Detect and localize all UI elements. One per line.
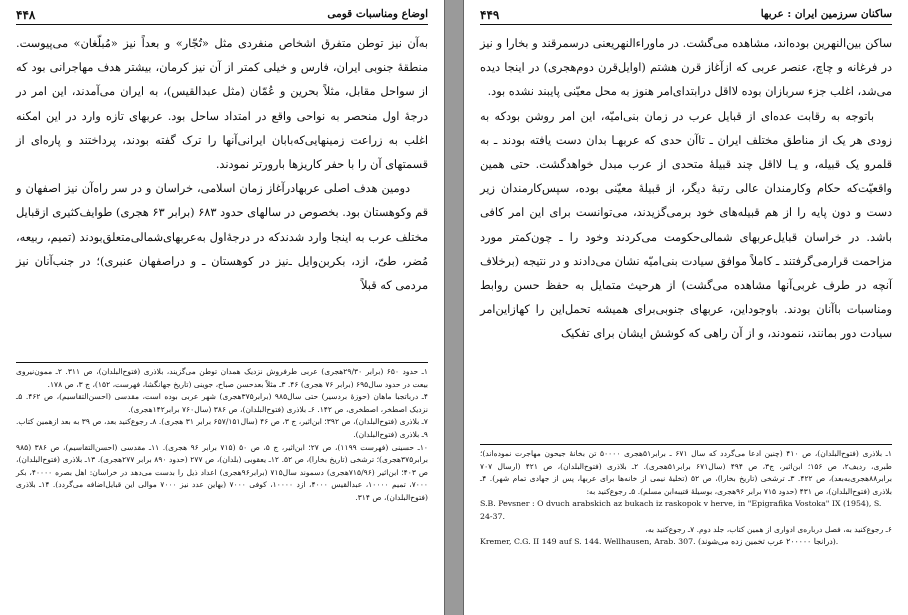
running-head: اوضاع ومناسبات قومی [327, 8, 428, 20]
page-header [16, 8, 428, 25]
running-head: ساکنان سرزمین ایران : عربها [760, 8, 892, 20]
footnote: ۱ـ حدود ۶۵۰ (برابر ۲۹/۳۰هجری) عربی طرفروش نزدیک همدان توطن می‌گزیند، بلاذری (فتوح‌البلدان)، ص ۳۱۱. ۲ـ ممون‌نیروی بیعت در حدود سال۶۹۵ (برابر ۷۶ هجری) ۴۶. ۳ـ مثلاً بعدحسن صباح، جوینی (تاریخ جهانگشا، فهرست، ۱۵۲)، ج ۳، ص ۱۷۸. [16, 367, 429, 389]
footnote: ۱۰ـ حسینی (فهرست ۱۱۹۹)، ص ۲۷؛ ابن‌اثیر، ج ۵، ص ۵۰ (۷۱۵ برابر ۹۶ هجری). ۱۱ـ مقدسی (احسن‌التقاسیم)، ص ۳۸۶ (۹۸۵ برابر۳۷۵هجری)؛ ترشخی (تاریخ بخارا)، ص ۵۲. ۱۲ـ یعقوبی (بلدان)، ص ۲۷۷ (حدود ۸۹۰ برابر ۲۷۷هجری). ۱۳ـ بلاذری (فتوح‌البلدان)، ص ۴۰۳؛ ابن‌اثیر (۷۱۵/۹۶هجری) دسموند سال۷۱۵ (برابر۹۶هجری) اعداد ذیل را بدست می‌دهد در خراسان: اهل بصره ۴۰۰۰۰، بکر ۷۰۰۰، تمیم ۱۰۰۰۰، عبدالقیس ۴۰۰۰، ازد ۱۰۰۰۰، کوفی ۷۰۰۰ (بهاین عدد نیز ۷۰۰۰ موالی این قبایل‌اضافه می‌گردد). ۱۴ـ بلاذری (فتوح‌البلدان)، ص ۳۱۴. [16, 442, 429, 502]
footnote-divider [480, 444, 892, 445]
paragraph: باتوجه به رقابت عده‌ای از قبایل عرب در زمان بنی‌امیّه، این امر روشن بودکه به زودی هر یک از مناطق مختلف ایران ـ تاآن حدی که عربهـا بدان دست یافته بودند ـ به قلمرو یک قبیله، و یـا لااقل چند قبیلهٔ متحدی از عرب مبدل خواهدگشت. حتی همین واقعیّت‌که حکام وکارمندان عالی رتبهٔ دیگر، از قبیلهٔ معیّنی بوده، سپس‌کارمندان زیر دست و دون پایه را از هم قبیله‌های خود برمی‌گزیدند، می‌توانست برای این امر کافی باشد. در خراسان قبایل‌عربهای شمالی‌حکومت می‌کردند وخود را ـ چون‌کمتر مورد مزاحمت قرارمی‌گرفتند ـ کاملاً موافق سیادت بنی‌امیّه نشان می‌دادند و در نتیجه (برخلاف آنچه در طرف غربی‌آنها مشاهده می‌گشت) از هرحیث متمایل به حفظ حسن روابط ومناسبات باآنان بودند. باوجوداین، عربهای جنوبی‌برای همیشه تحمل‌این را کهازاین‌امر سیادت دور بمانند، ننمودند، و از آن راهی که کوشش ایشان برای تفکیک [480, 109, 892, 341]
page-header [480, 8, 892, 25]
footnote: ۶ـ رجوع‌کنید به، فصل درباره‌ی ادواری از همین کتاب، جلد دوم. ۷ـ رجوع‌کنید به، [645, 524, 892, 534]
footnote-latin: S.B. Pevsner : O dvuch arabskich az bukach iz raskopok v herve, in "Epigrafika Vostoka" IX (1954), S. 24-37. [480, 499, 882, 521]
right-page [464, 0, 908, 615]
page-number: ۴۴۸ [16, 8, 36, 22]
footnote: ۷ـ بلاذری (فتوح‌البلدان)، ص ۳۹۲؛ ابن‌اثیر، ج ۳، ص ۴۶ (سال۶۵۷/۱۵۱ برابر ۳۱ هجری). ۸ـ رجوع‌کنید بعد، ص ۳۹ به بعد ازهمین کتاب. ۹ـ بلاذری (فتوح‌البلدان). [16, 417, 428, 439]
book-gutter [444, 0, 464, 615]
footnotes [16, 366, 428, 505]
page-number: ۴۴۹ [480, 8, 500, 22]
footnotes [480, 448, 892, 549]
footnote: ۱ـ بلاذری (فتوح‌البلدان)، ص ۴۱۰ (چنین ادعا می‌گردد که سال ۶۷۱ ـ برابر۵۱هجری ۵۰۰۰۰ تن بخانهٔ جیحون مهاجرت نموده‌اند)؛ طبری، ردیف۲، ص ۱۵۶؛ ابن‌اثیر، ج۳، ص ۴۹۴ (سال۶۷۱ برابر۵۱هجری). ۲ـ بلاذری (فتوح‌البلدان)، ص ۴۲۱ (ارسال ۷۰۷ برابر۸۸هجری‌به‌بعد)، ص ۴۲۲. ۳ـ ترشخی (تاریخ بخارا)، ص ۵۲ (تخلیهٔ نیمی از خانه‌ها برای عربها، پس از جهادی تمام شهر). ۴ـ بلاذری (فتوح‌البلدان)، ص ۴۳۱ (حدود ۷۱۵ برابر ۹۶هجری، بوسیلهٔ قتیبه‌ابن مسلم). ۵ـ رجوع‌کنید به: [480, 449, 893, 496]
footnote-divider [16, 362, 428, 363]
paragraph: به‌آن نیز توطن متفرق اشخاص منفردی مثل «تُجّار» و بعداً نیز «مُبلّغان» می‌پیوست. منطقهٔ جنوبی ایران، فارس و خیلی کمتر از آن نیز کرمان، بیشتر هدف مهاجرانی بود که از سواحل مقابل، مثلاً بحرین و عُمّان (مثل عبدالقیس)، به ایران می‌آمدند، این امر در درجهٔ اول منحصر به نواحی واقع در امتداد ساحل بود. عربهای تازه وارد در این امکنه اغلب به زراعت زمینهایی‌که‌بابان ایرانی‌آنها را ترک گفته بودند، پرداختند و پاره‌ای از قسمتهای آن را با حفر کاریزها بارورتر نمودند. [16, 37, 428, 172]
footnote-latin: Kremer, C.G. II 149 auf S. 144. Wellhausen, Arab. 307. (درانجا ۲۰۰۰۰۰ عرب تخمین زده می‌شوند). [480, 537, 839, 547]
footnote: ۴ـ درباتجبا ماهان (حوزهٔ بردسیر) حتی سال۹۸۵ (برابر۳۷۵هجری) شهر عربی بوده است، مقدسی (احسن‌التقاسیم)، ص ۴۶۲. ۵ـ نزدیک اصطخر، اصطخری، ص ۱۴۲. ۶ـ بلاذری (فتوح‌البلدان)، ص ۳۸۶ (سال۷۶۰ برابر۱۴۲هجری). [16, 392, 429, 414]
paragraph: ساکن بین‌النهرین بوده‌اند، مشاهده می‌گشت. در ماوراءالنهریعنی درسمرقند و بخارا و نیز در فرغانه و چاچ، عنصر عربی که ازآغاز قرن هشتم (اوایل‌قرن دوم‌هجری) در اینجا دیده می‌شد، اغلب جزء سربازان بوده لااقل درابتدای‌امر هنوز به محل معیّنی پایبند نشده بود. [480, 37, 892, 99]
paragraph: دومین هدف اصلی عربهادرآغاز زمان اسلامی، خراسان و در سر راه‌آن نیز اصفهان و قم وکوهستان بود. بخصوص در سالهای حدود ۶۸۳ (برابر ۶۳ هجری) طوایف‌کثیری ازقبایل مختلف عرب به اینجا وارد شدند‌که در درجهٔ‌اول به‌عربهای‌شمالی‌متعلق‌بودند (تمیم، ربیعه، مُضر، طیّ، ازد، بکربن‌وایل ـ‌نیز در کوهستان ـ و دراصفهان عنبری)؛ در جنب‌آنان نیز مردمی که قبلاً [16, 182, 429, 293]
left-page [0, 0, 444, 615]
body-text [16, 32, 428, 298]
body-text [480, 32, 892, 347]
